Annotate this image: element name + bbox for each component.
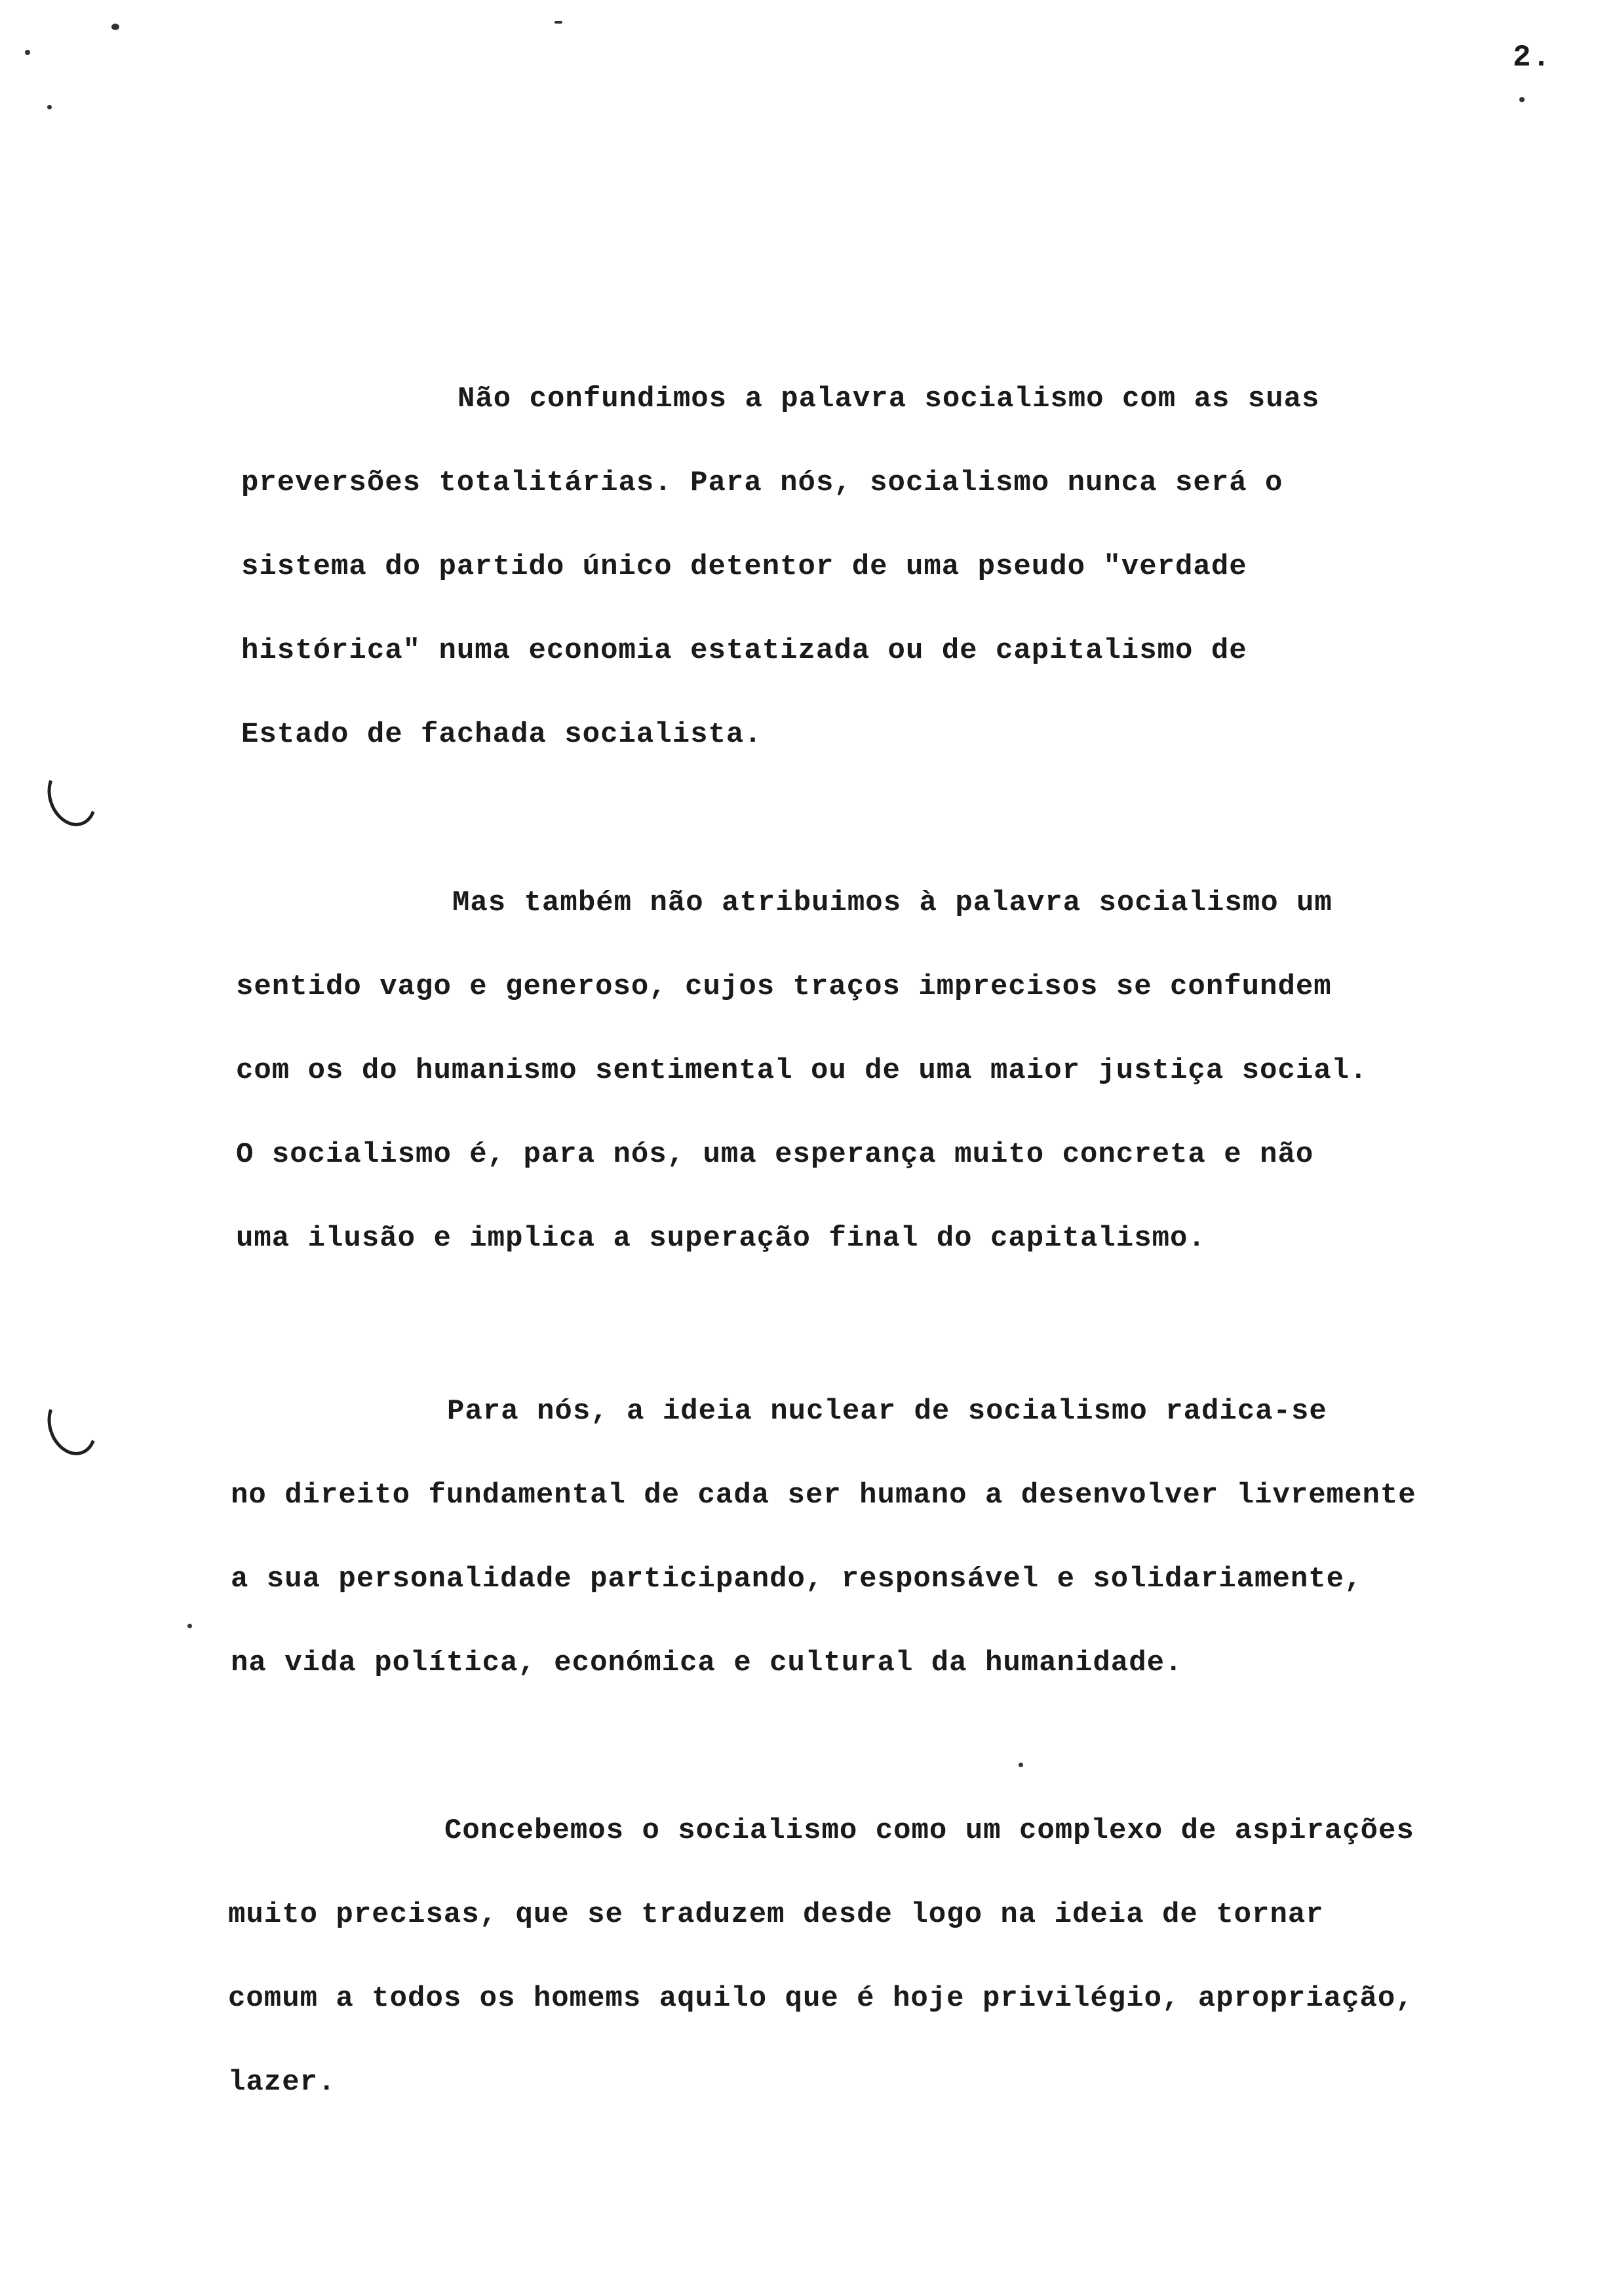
- paragraph-1: Não confundimos a palavra socialismo com as suas preversões totalitárias. Para nós, socialismo nunca será o sistema do partido único detentor de uma pseudo "verdade histórica" numa economia estatizada ou de capitalismo de Estado de fachada socialista.: [241, 383, 1320, 751]
- scan-speck: [1019, 1763, 1023, 1767]
- scan-speck: [187, 1624, 192, 1628]
- scan-speck: [47, 105, 52, 109]
- page-number: 2.: [1513, 41, 1552, 75]
- paragraph-4: Concebemos o socialismo como um complexo de aspirações muito precisas, que se traduzem desde logo na ideia de tornar comum a todos os homems aquilo que é hoje privilégio, apropriação, lazer.: [228, 1814, 1414, 2099]
- scan-speck: [111, 24, 119, 30]
- scan-speck: [555, 21, 562, 24]
- binder-hole-mark: [39, 759, 105, 833]
- scan-speck: [25, 50, 30, 55]
- scan-speck: [1519, 97, 1525, 102]
- paragraph-3: Para nós, a ideia nuclear de socialismo radica-se no direito fundamental de cada ser humano a desenvolver livremente a sua personalidade participando, responsável e solidariamente, na vida política, económica e cultural da humanidade.: [231, 1395, 1416, 1679]
- binder-hole-mark: [39, 1388, 105, 1463]
- paragraph-2: Mas também não atribuimos à palavra socialismo um sentido vago e generoso, cujos traços imprecisos se confundem com os do humanismo sentimental ou de uma maior justiça social. O socialismo é, para nós, uma esperança muito concreta e não uma ilusão e implica a superação final do capitalismo.: [236, 887, 1368, 1255]
